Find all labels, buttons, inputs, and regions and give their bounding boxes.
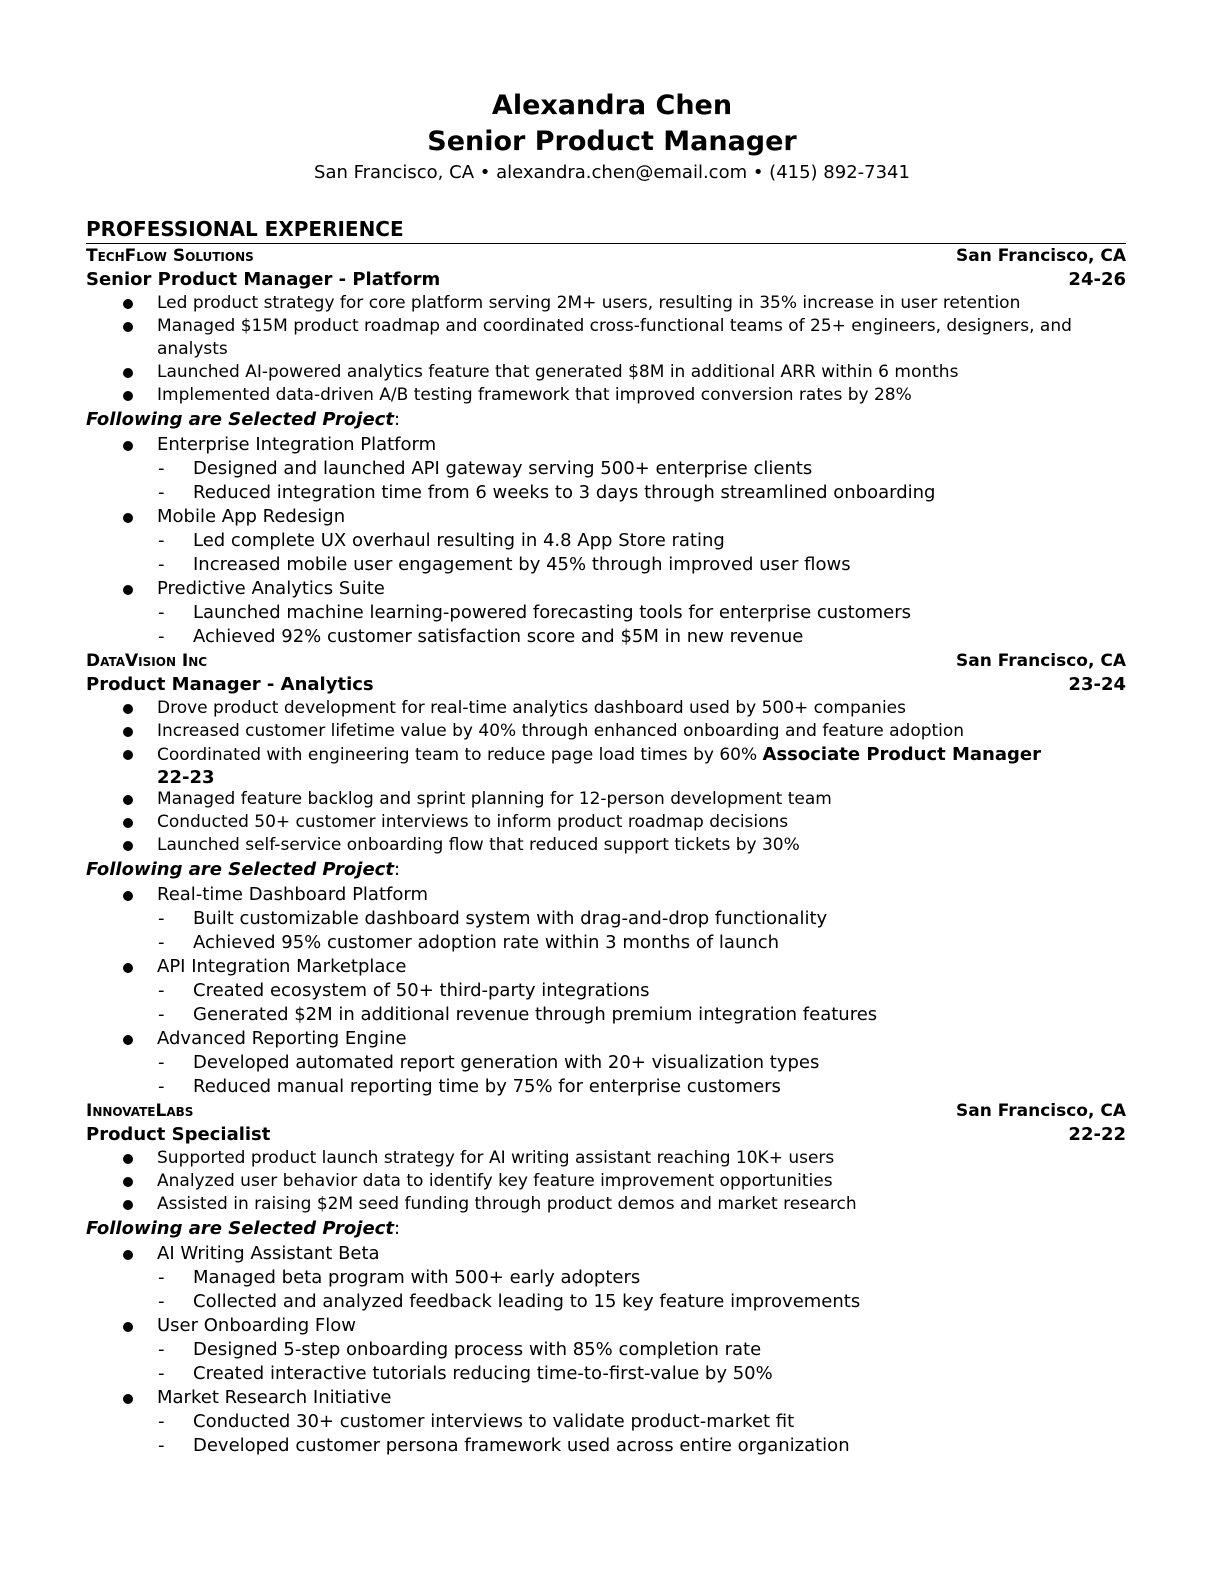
list-item: Launched self-service onboarding flow that reduced support tickets by 30% [86, 834, 1126, 857]
role-row [86, 673, 1126, 697]
list-item: Led product strategy for core platform serving 2M+ users, resulting in 35% increase in user retention [86, 292, 1126, 315]
project-item: Predictive Analytics Suite [86, 577, 1126, 601]
project-detail: - Designed and launched API gateway serving 500+ enterprise clients [86, 457, 1126, 481]
company-row [86, 1099, 1126, 1123]
list-item: Managed $15M product roadmap and coordinated cross-functional teams of 25+ engineers, designers, and analysts [86, 315, 1126, 361]
list-item-merged [86, 743, 1126, 767]
role-title: Product Specialist [86, 1124, 271, 1145]
selected-projects-colon: : [393, 859, 401, 880]
project-item: API Integration Marketplace [86, 955, 1126, 979]
project-detail: - Designed 5-step onboarding process with 85% completion rate [86, 1338, 1126, 1362]
company-row [86, 649, 1126, 673]
candidate-title: Senior Product Manager [427, 126, 797, 157]
project-detail: - Built customizable dashboard system with drag-and-drop functionality [86, 907, 1126, 931]
project-detail: - Generated $2M in additional revenue through premium integration features [86, 1003, 1126, 1027]
selected-projects-label: Following are Selected Project [86, 859, 394, 880]
list-item: Managed feature backlog and sprint planning for 12-person development team [86, 788, 1126, 811]
inline-role-title: Associate Product Manager [762, 744, 1041, 765]
job-innovatelabs [86, 1099, 1126, 1458]
job-techflow [86, 244, 1126, 649]
company-row [86, 244, 1126, 268]
project-detail: - Conducted 30+ customer interviews to validate product-market fit [86, 1410, 1126, 1434]
role-title: Senior Product Manager - Platform [86, 269, 441, 290]
project-item: AI Writing Assistant Beta [86, 1242, 1126, 1266]
selected-projects-colon: : [393, 409, 401, 430]
list-item: Supported product launch strategy for AI writing assistant reaching 10K+ users [86, 1147, 1126, 1170]
project-detail: - Led complete UX overhaul resulting in 4.8 App Store rating [86, 529, 1126, 553]
role-dates: 24-26 [1068, 269, 1126, 290]
project-list [86, 433, 1126, 649]
achievement-list [86, 697, 1126, 857]
project-list [86, 883, 1126, 1099]
project-detail: - Increased mobile user engagement by 45% through improved user flows [86, 553, 1126, 577]
company-location: San Francisco, CA [955, 246, 1126, 266]
list-item: Analyzed user behavior data to identify key feature improvement opportunities [86, 1170, 1126, 1193]
project-item: Market Research Initiative [86, 1386, 1126, 1410]
company-name: InnovateLabs [86, 1101, 194, 1121]
project-item: Enterprise Integration Platform [86, 433, 1126, 457]
candidate-name: Alexandra Chen [491, 90, 733, 121]
list-item: Implemented data-driven A/B testing framework that improved conversion rates by 28% [86, 384, 1126, 407]
selected-projects-label: Following are Selected Project [86, 1218, 394, 1239]
achievement-list [86, 292, 1126, 407]
project-detail: - Collected and analyzed feedback leading to 15 key feature improvements [86, 1290, 1126, 1314]
project-detail: - Achieved 95% customer adoption rate within 3 months of launch [86, 931, 1126, 955]
project-detail: - Achieved 92% customer satisfaction score and $5M in new revenue [86, 625, 1126, 649]
project-detail: - Developed automated report generation with 20+ visualization types [86, 1051, 1126, 1075]
project-item: Mobile App Redesign [86, 505, 1126, 529]
project-detail: - Created interactive tutorials reducing time-to-first-value by 50% [86, 1362, 1126, 1386]
section-title: PROFESSIONAL EXPERIENCE [86, 215, 1126, 244]
project-detail: - Developed customer persona framework used across entire organization [86, 1434, 1126, 1458]
project-detail: - Launched machine learning-powered forecasting tools for enterprise customers [86, 601, 1126, 625]
merged-bullet-text: Coordinated with engineering team to reduce page load times by 60% [157, 745, 763, 765]
contact-line: San Francisco, CA • alexandra.chen@email.com • (415) 892-7341 [314, 162, 910, 183]
project-item: Real-time Dashboard Platform [86, 883, 1126, 907]
role-row [86, 268, 1126, 292]
project-detail: - Created ecosystem of 50+ third-party integrations [86, 979, 1126, 1003]
role-dates: 22-22 [1068, 1124, 1126, 1145]
role-row [86, 1123, 1126, 1147]
selected-projects-heading [86, 407, 1126, 433]
company-location: San Francisco, CA [955, 1101, 1126, 1121]
list-item: Drove product development for real-time analytics dashboard used by 500+ companies [86, 697, 1126, 720]
selected-projects-colon: : [393, 1218, 401, 1239]
project-item: Advanced Reporting Engine [86, 1027, 1126, 1051]
job-datavision [86, 649, 1126, 1099]
achievement-list [86, 1147, 1126, 1216]
project-detail: - Reduced manual reporting time by 75% for enterprise customers [86, 1075, 1126, 1099]
selected-projects-label: Following are Selected Project [86, 409, 394, 430]
project-list [86, 1242, 1126, 1458]
project-detail: - Managed beta program with 500+ early adopters [86, 1266, 1126, 1290]
list-item: Assisted in raising $2M seed funding through product demos and market research [86, 1193, 1126, 1216]
role-dates: 23-24 [1068, 674, 1126, 695]
role-title: Product Manager - Analytics [86, 674, 374, 695]
company-name: TechFlow Solutions [86, 246, 254, 266]
company-name: DataVision Inc [86, 651, 208, 671]
selected-projects-heading [86, 1216, 1126, 1242]
list-item: Launched AI-powered analytics feature that generated $8M in additional ARR within 6 months [86, 361, 1126, 384]
resume-header [0, 88, 1224, 186]
selected-projects-heading [86, 857, 1126, 883]
list-item: Conducted 50+ customer interviews to inform product roadmap decisions [86, 811, 1126, 834]
experience-section [86, 215, 1126, 1458]
project-item: User Onboarding Flow [86, 1314, 1126, 1338]
list-item: Increased customer lifetime value by 40% through enhanced onboarding and feature adoption [86, 720, 1126, 743]
company-location: San Francisco, CA [955, 651, 1126, 671]
project-detail: - Reduced integration time from 6 weeks to 3 days through streamlined onboarding [86, 481, 1126, 505]
inline-role-dates: 22-23 [157, 767, 215, 788]
